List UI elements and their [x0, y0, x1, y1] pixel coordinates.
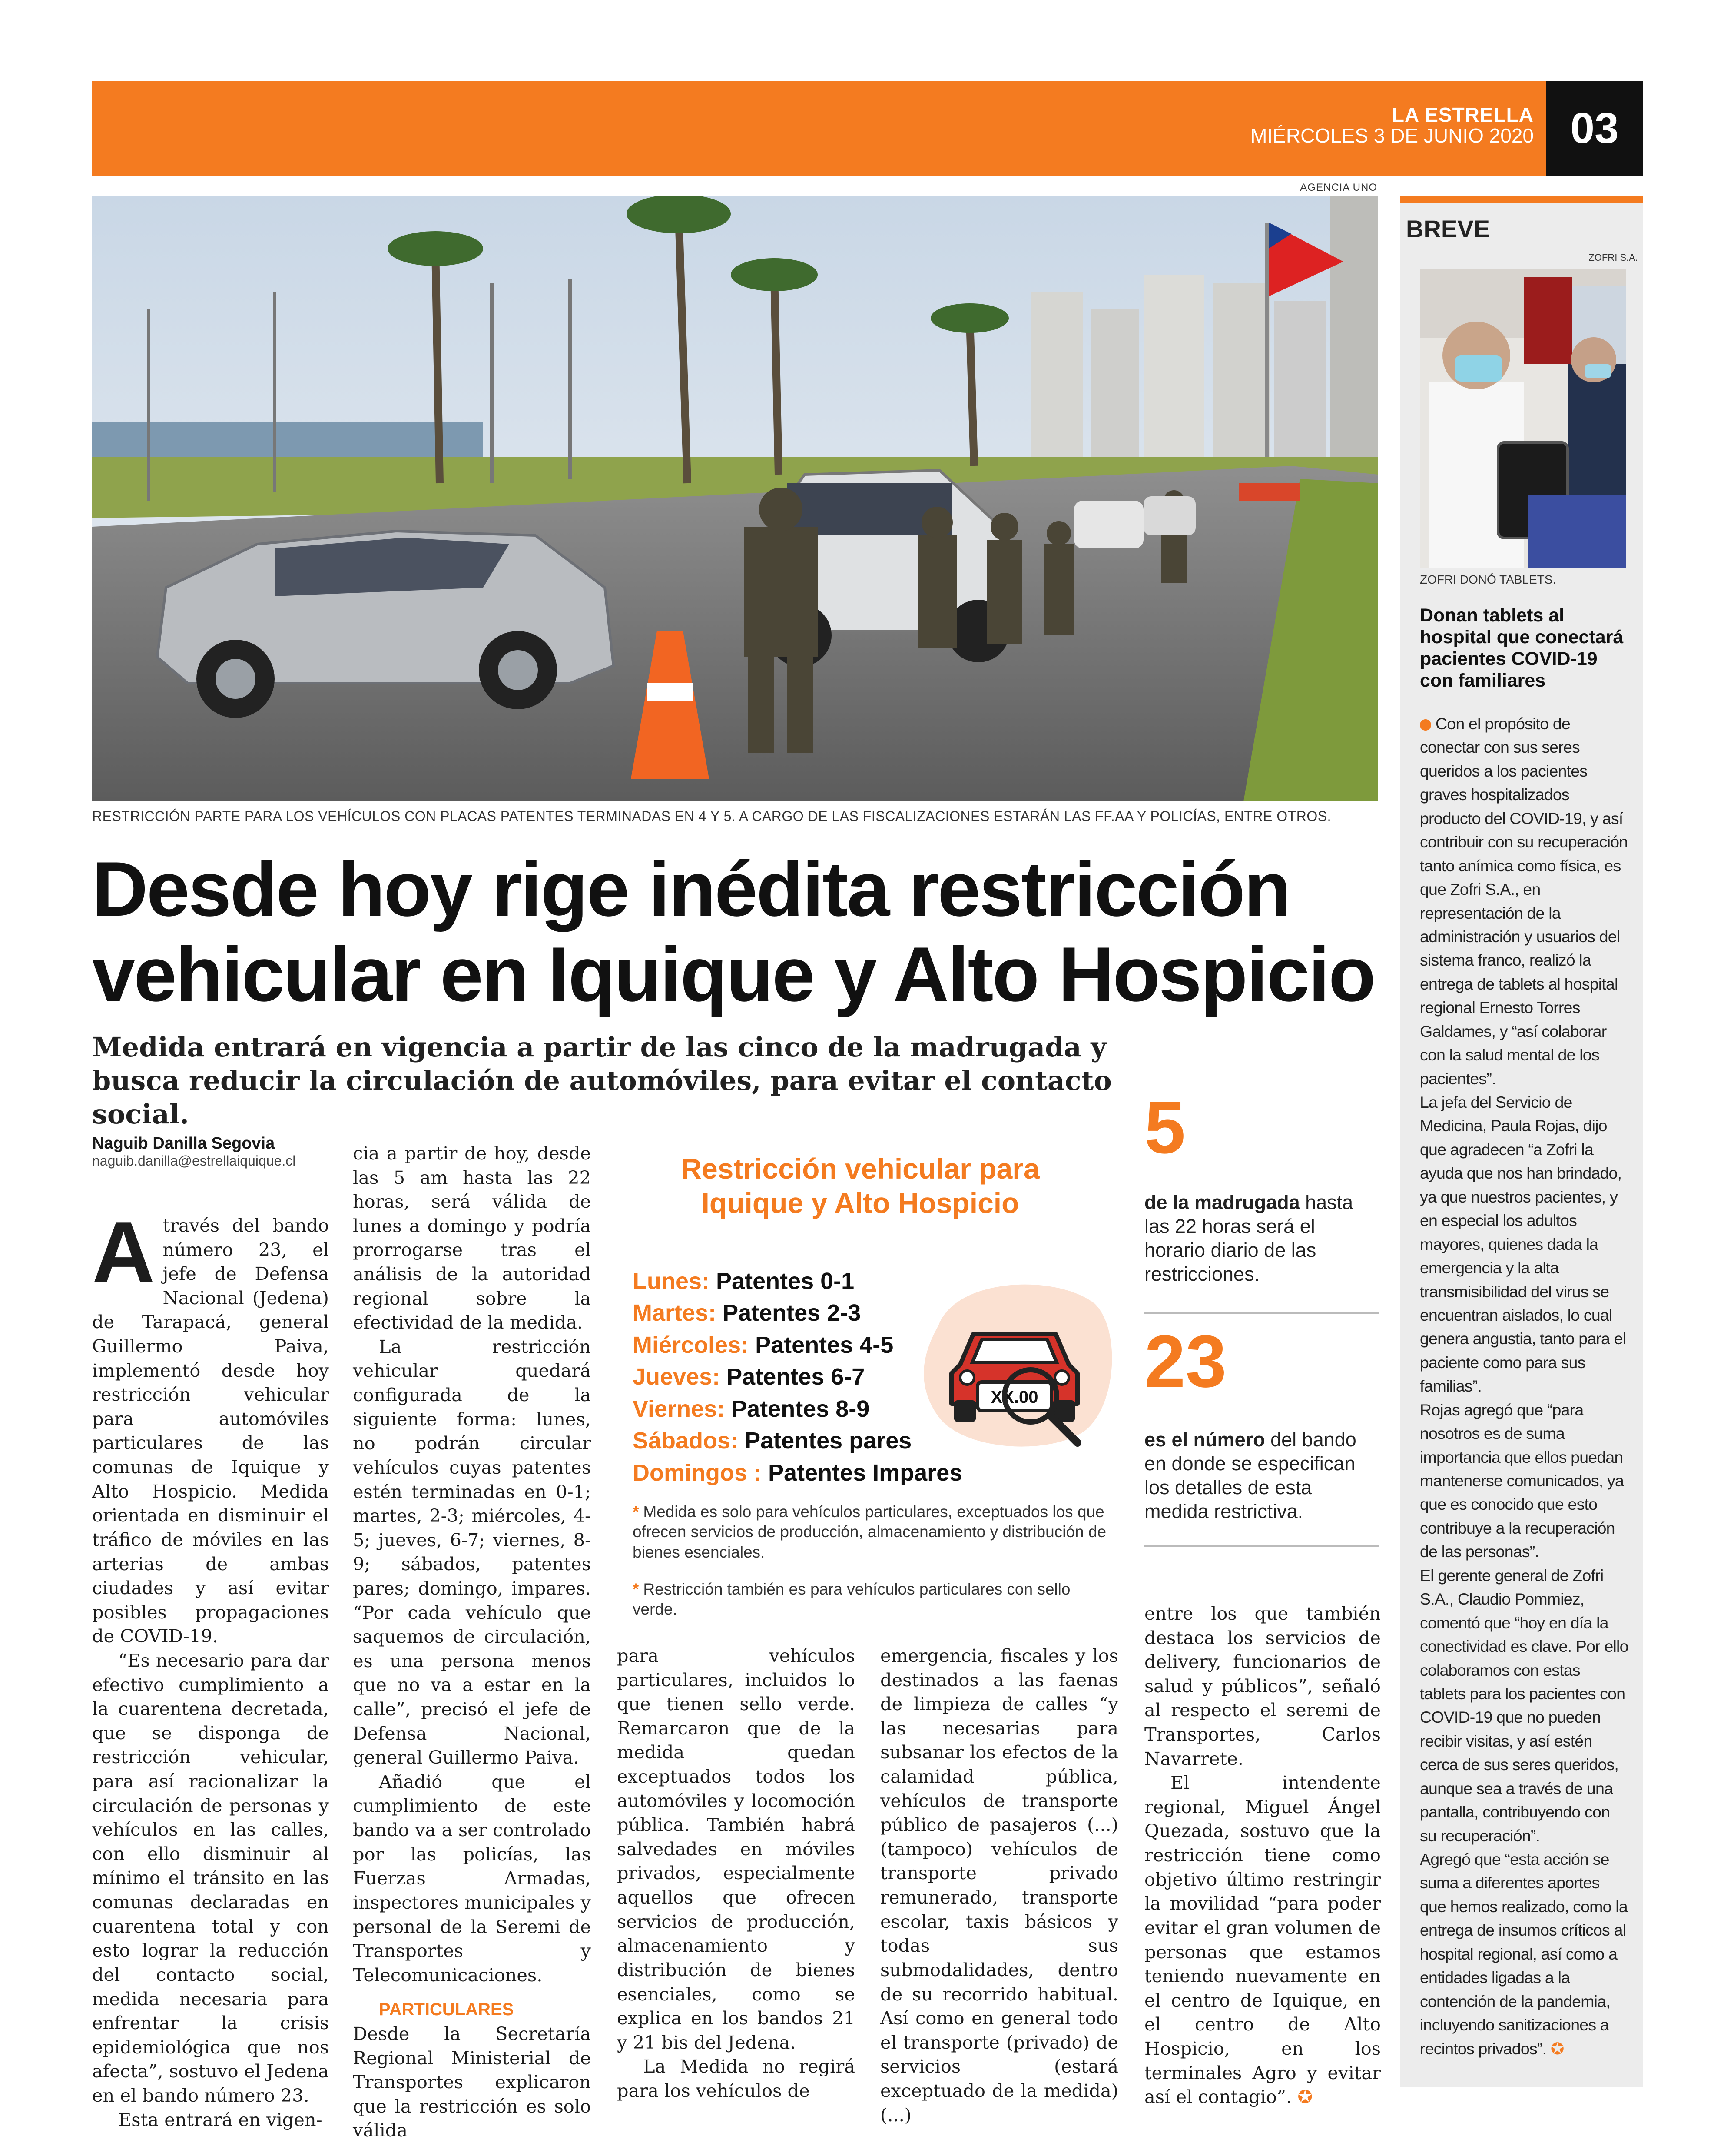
- publication-name: LA ESTRELLA: [1392, 103, 1534, 126]
- schedule-day: Domingos :: [633, 1459, 762, 1486]
- drop-cap: A: [92, 1204, 155, 1301]
- infographic-title-line-2: Iquique y Alto Hospicio: [701, 1187, 1019, 1219]
- end-mark-icon: ✪: [1297, 2086, 1313, 2108]
- stat-1-number: 5: [1144, 1086, 1186, 1169]
- plate-text: XX.00: [991, 1388, 1038, 1407]
- restriction-schedule: [633, 1266, 989, 1489]
- sidebar-section-label: BREVE: [1406, 215, 1490, 243]
- article-column-1: [92, 1204, 329, 2132]
- checkpoint-photo-illustration: [92, 196, 1378, 801]
- issue-date: MIÉRCOLES 3 DE JUNIO 2020: [1250, 124, 1534, 147]
- stat-1-description: [1144, 1191, 1379, 1286]
- paragraph-2: “Es necesario para dar efectivo cumplimiento a la cuarentena decretada, que se disponga de restricción vehicular, para así racionalizar la circulación de personas y vehículos en las calles, con ello disminuir al mínimo el tránsito en las comunas declaradas en cuarentena total y con esto lograr la reducción del contacto social, medida necesaria para enfrentar la crisis epidemiológica que nos afecta”, sostuvo el Jedena en el bando número 23.: [92, 1649, 329, 2106]
- paragraph-1: [92, 1204, 329, 1648]
- sidebar-body: [1420, 712, 1628, 2060]
- infographic-title: [630, 1152, 1091, 1220]
- infographic-note-1: [633, 1502, 1115, 1562]
- headline-line-1: Desde hoy rige inédita restricción: [92, 846, 1290, 932]
- schedule-day: Miércoles:: [633, 1332, 749, 1358]
- schedule-row-friday: [633, 1393, 989, 1425]
- schedule-row-monday: [633, 1266, 989, 1297]
- schedule-row-tuesday: [633, 1297, 989, 1329]
- sidebar-headline: Donan tablets al hospital que conectará pacientes COVID-19 con familiares: [1420, 605, 1624, 691]
- schedule-plates: Patentes 0-1: [716, 1268, 855, 1294]
- paragraph-7-end: entre los que también destaca los servicios de delivery, funcionarios de salud y públicos”, señaló al respecto el seremi de Transportes, Carlos Navarrete.: [1144, 1603, 1381, 1769]
- tablet-donation-photo-illustration: [1420, 269, 1626, 568]
- paragraph-8-text: El intendente regional, Miguel Ángel Quezada, sostuvo que la restricción tiene como objetivo último restringir la movilidad “para poder evitar el gran volumen de personas que estamos teniendo nuevamente en el centro de Iquique, en el centro de Alto Hospicio, en los terminales Agro y evitar así el contagio”.: [1144, 1772, 1381, 2108]
- byline: [92, 1134, 335, 1169]
- schedule-day: Martes:: [633, 1300, 716, 1326]
- paragraph-1-text: través del bando número 23, el jefe de Defensa Nacional (Jedena) de Tarapacá, general Guillermo Paiva, implementó desde hoy restricción vehicular para automóviles particulares de las comunas de Iquique y Alto Hospicio. Medida orientada en disminuir el tráfico de móviles en las arterias de ambas ciudades y así evitar posibles propagaciones de COVID-19.: [92, 1215, 329, 1647]
- schedule-plates: Patentes 2-3: [723, 1300, 861, 1326]
- photo-credit: AGENCIA UNO: [1300, 182, 1377, 193]
- schedule-day: Lunes:: [633, 1268, 710, 1294]
- paragraph-7-middle: emergencia, fiscales y los destinados a las faenas de limpieza de calles “y las necesarias para subsanar los efectos de la calamidad pública, vehículos de transporte público de pasajeros (...) (tampoco) vehículos de transporte privado remunerado, transporte escolar, taxis básicos y todas sus submodalidades, dentro de su recorrido habitual. Así como en general todo el transporte (privado) de servicios (estará exceptuado de la medida) (...): [880, 1645, 1118, 2126]
- sidebar-paragraph-5-text: Agregó que “esta acción se suma a diferentes aportes que hemos realizado, como la entrega de insumos críticos al hospital regional, así como a entidades ligadas a la contención de la pandemia, incluyendo sanitizaciones a recintos privados”.: [1420, 1850, 1628, 2058]
- stat-2-bold: es el número: [1144, 1428, 1265, 1451]
- note-2-text: Restricción también es para vehículos particulares con sello verde.: [633, 1580, 1071, 1618]
- schedule-plates: Patentes Impares: [768, 1459, 963, 1486]
- sidebar-photo-credit: ZOFRI S.A.: [1588, 252, 1638, 263]
- end-mark-icon: ✪: [1550, 2039, 1564, 2058]
- author-email[interactable]: naguib.danilla@estrellaiquique.cl: [92, 1153, 296, 1169]
- stat-2-text: del bando en donde se especifican los detalles de esta medida restrictiva.: [1144, 1428, 1356, 1522]
- subhead-particulares: PARTICULARES: [379, 2000, 514, 2020]
- paragraph-6-start: Desde la Secretaría Regional Ministerial de Transportes explicaron que la restricción es solo válida: [353, 2023, 591, 2141]
- schedule-day: Viernes:: [633, 1395, 725, 1422]
- paragraph-3-end: cia a partir de hoy, desde las 5 am hasta las 22 horas, será válida de lunes a domingo y podría prorrogarse tras el análisis de la autoridad regional sobre la efectividad de la medida.: [353, 1143, 591, 1333]
- schedule-row-saturday: [633, 1425, 989, 1457]
- stat-2-description: [1144, 1428, 1379, 1524]
- paragraph-5: Añadió que el cumplimiento de este bando va a ser controlado por las policías, las Fuerzas Armadas, inspectores municipales y personal de la Seremi de Transportes y Telecomunicaciones.: [353, 1771, 591, 1986]
- sidebar-paragraph-1: [1420, 712, 1628, 1090]
- schedule-plates: Patentes pares: [745, 1428, 912, 1454]
- sidebar-photo: [1420, 269, 1626, 568]
- paragraph-7-start: La Medida no regirá para los vehículos de: [617, 2056, 855, 2101]
- page-number: 03: [1546, 81, 1643, 176]
- photo-caption: RESTRICCIÓN PARTE PARA LOS VEHÍCULOS CON PLACAS PATENTES TERMINADAS EN 4 Y 5. A CARGO DE LAS FISCALIZACIONES ESTARÁN LAS FF.AA Y POLICÍAS, ENTRE OTROS.: [92, 808, 1331, 824]
- infographic-note-2: [633, 1579, 1115, 1620]
- article-column-3: [617, 1644, 855, 2103]
- paragraph-4: La restricción vehicular quedará configurada de la siguiente forma: lunes, no podrán circular vehículos cuyas patentes estén terminadas en 0-1; martes, 2-3; miércoles, 4-5; jueves, 6-7; viernes, 8-9; sábados, patentes pares; domingo, impares. “Por cada vehículo que saquemos de circulación, es una persona menos que no va a estar en la calle”, precisó el jefe de Defensa Nacional, general Guillermo Paiva.: [353, 1335, 591, 1768]
- schedule-plates: Patentes 4-5: [755, 1332, 894, 1358]
- article-column-2: [353, 1141, 591, 2143]
- main-photo: [92, 196, 1378, 801]
- paragraph-8: [1144, 1771, 1381, 2109]
- stat-divider: [1144, 1545, 1379, 1547]
- headline: [92, 847, 1391, 1017]
- bullet-dot-icon: [1420, 719, 1431, 731]
- schedule-day: Sábados:: [633, 1428, 739, 1454]
- asterisk-icon: *: [633, 1503, 639, 1521]
- article-column-5: [1144, 1601, 1381, 2109]
- headline-line-2: vehicular en Iquique y Alto Hospicio: [92, 930, 1375, 1017]
- schedule-plates: Patentes 8-9: [731, 1395, 870, 1422]
- stat-divider: [1144, 1312, 1379, 1314]
- sidebar-accent-bar: [1400, 196, 1643, 203]
- sidebar-paragraph-5: [1420, 1847, 1628, 2060]
- schedule-row-thursday: [633, 1361, 989, 1393]
- stat-1-text: hasta las 22 horas será el horario diario de las restricciones.: [1144, 1191, 1353, 1285]
- note-1-text: Medida es solo para vehículos particulares, exceptuados los que ofrecen servicios de producción, almacenamiento y distribución de bienes esenciales.: [633, 1503, 1107, 1561]
- paragraph-6-end: para vehículos particulares, incluidos lo que tienen sello verde. Remarcaron que de la medida quedan exceptuados todos los automóviles y locomoción pública. También habrá salvedades en móviles privados, especialmente aquellos que ofrecen servicios de producción, almacenamiento y distribución de bienes esenciales, como se explica en los bandos 21 y 21 bis del Jedena.: [617, 1645, 855, 2053]
- sidebar-paragraph-3: Rojas agregó que “para nosotros es de suma importancia que ellos puedan mantenerse comunicados, ya que es conocido que esto contribuye a la recuperación de las personas”.: [1420, 1400, 1624, 1561]
- paragraph-3-start: Esta entrará en vigen-: [118, 2109, 322, 2130]
- deck: Medida entrará en vigencia a partir de las cinco de la madrugada y busca reducir la circulación de automóviles, para evitar el contacto social.: [92, 1031, 1112, 1130]
- article-column-4: [880, 1644, 1118, 2127]
- stat-2-number: 23: [1144, 1320, 1227, 1403]
- asterisk-icon: *: [633, 1580, 639, 1598]
- sidebar-photo-caption: ZOFRI DONÓ TABLETS.: [1420, 573, 1556, 586]
- sidebar-paragraph-2: La jefa del Servicio de Medicina, Paula Rojas, dijo que agradecen “a Zofri la ayuda que nos han brindado, ya que nuestros pacientes, y en especial los adultos mayores, quienes dada la emergencia y la alta transmisibilidad del virus se encuentran aislados, lo cual genera angustia, tanto para el paciente como para sus familias”.: [1420, 1093, 1626, 1395]
- stat-1-bold: de la madrugada: [1144, 1191, 1300, 1213]
- sidebar-paragraph-1-text: Con el propósito de conectar con sus seres queridos a los pacientes graves hospitalizados producto del COVID-19, y así contribuir con su recuperación tanto anímica como física, es que Zofri S.A., en representación de la administración y usuarios del sistema franco, realizó la entrega de tablets al hospital regional Ernesto Torres Galdames, y “así colaborar con la salud mental de los pacientes”.: [1420, 714, 1628, 1088]
- schedule-plates: Patentes 6-7: [726, 1364, 865, 1390]
- author-name: Naguib Danilla Segovia: [92, 1134, 275, 1153]
- sidebar-paragraph-4: El gerente general de Zofri S.A., Claudio Pommiez, comentó que “hoy en día la conectividad es clave. Por ello colaboramos con estas tablets para los pacientes con COVID-19 que no pueden recibir visitas, y así estén cerca de sus seres queridos, aunque sea a través de una pantalla, contribuyendo con su recuperación”.: [1420, 1566, 1628, 1845]
- infographic-title-line-1: Restricción vehicular para: [681, 1153, 1040, 1185]
- masthead: [1130, 104, 1534, 146]
- schedule-row-wednesday: [633, 1329, 989, 1361]
- schedule-row-sunday: [633, 1457, 989, 1489]
- schedule-day: Jueves:: [633, 1364, 720, 1390]
